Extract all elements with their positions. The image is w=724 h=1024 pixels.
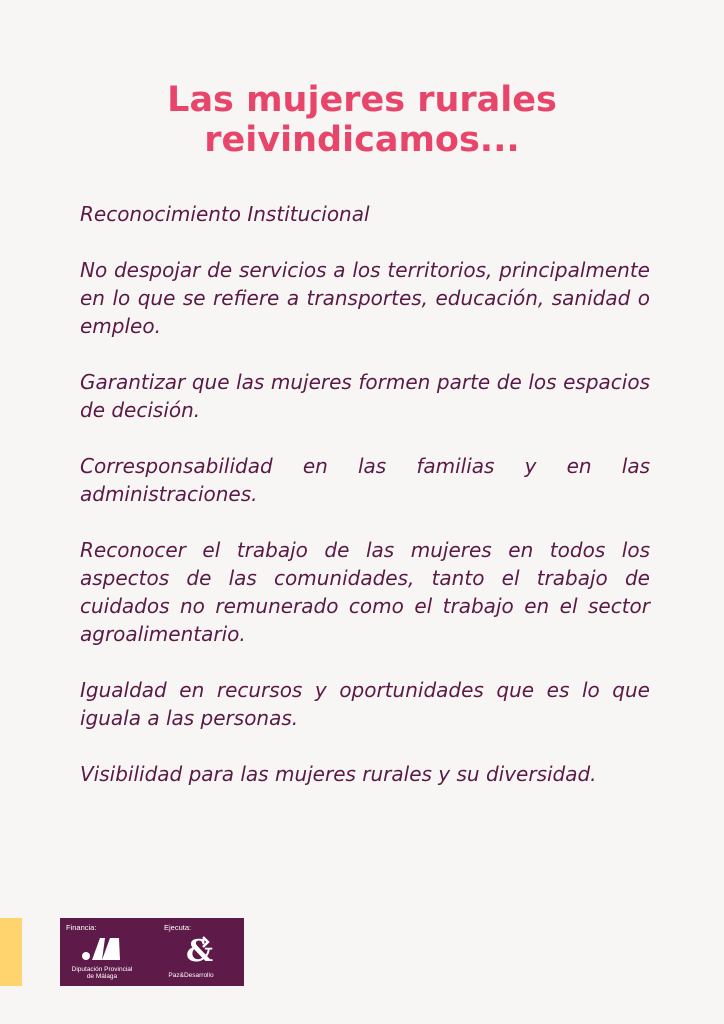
accent-bar [0, 918, 22, 986]
sponsor-banner [60, 918, 244, 986]
page-title [0, 80, 724, 160]
financia-label: Financia: [66, 923, 97, 932]
ejecuta-name: Paz&Desarrollo [168, 972, 214, 979]
demand-paragraph: Corresponsabilidad en las familias y en las administraciones. [80, 454, 650, 506]
ejecuta-label: Ejecuta: [164, 923, 192, 932]
demand-paragraph: Reconocer el trabajo de las mujeres en todos los aspectos de las comunidades, tanto el trabajo de cuidados no remunerado como el trabajo en el sector agroalimentario. [80, 538, 650, 646]
demand-paragraph: Garantizar que las mujeres formen parte de los espacios de decisión. [80, 370, 650, 422]
demand-paragraph: No despojar de servicios a los territorios, principalmente en lo que se refiere a transportes, educación, sanidad o empleo. [80, 258, 650, 338]
demand-paragraph: Visibilidad para las mujeres rurales y su diversidad. [80, 762, 597, 786]
svg-text:&: & [186, 934, 214, 969]
page-title-line-1: Las mujeres rurales [167, 80, 557, 120]
demands-list [80, 200, 650, 816]
paz-desarrollo-logo-icon [184, 934, 214, 969]
financia-name: Diputación Provincial de Málaga [71, 966, 133, 980]
page-title-line-2: reivindicamos... [204, 120, 520, 160]
diputacion-malaga-logo-icon [80, 934, 124, 962]
demand-paragraph: Igualdad en recursos y oportunidades que es lo que iguala a las personas. [80, 678, 650, 730]
demand-paragraph: Reconocimiento Institucional [80, 202, 370, 226]
